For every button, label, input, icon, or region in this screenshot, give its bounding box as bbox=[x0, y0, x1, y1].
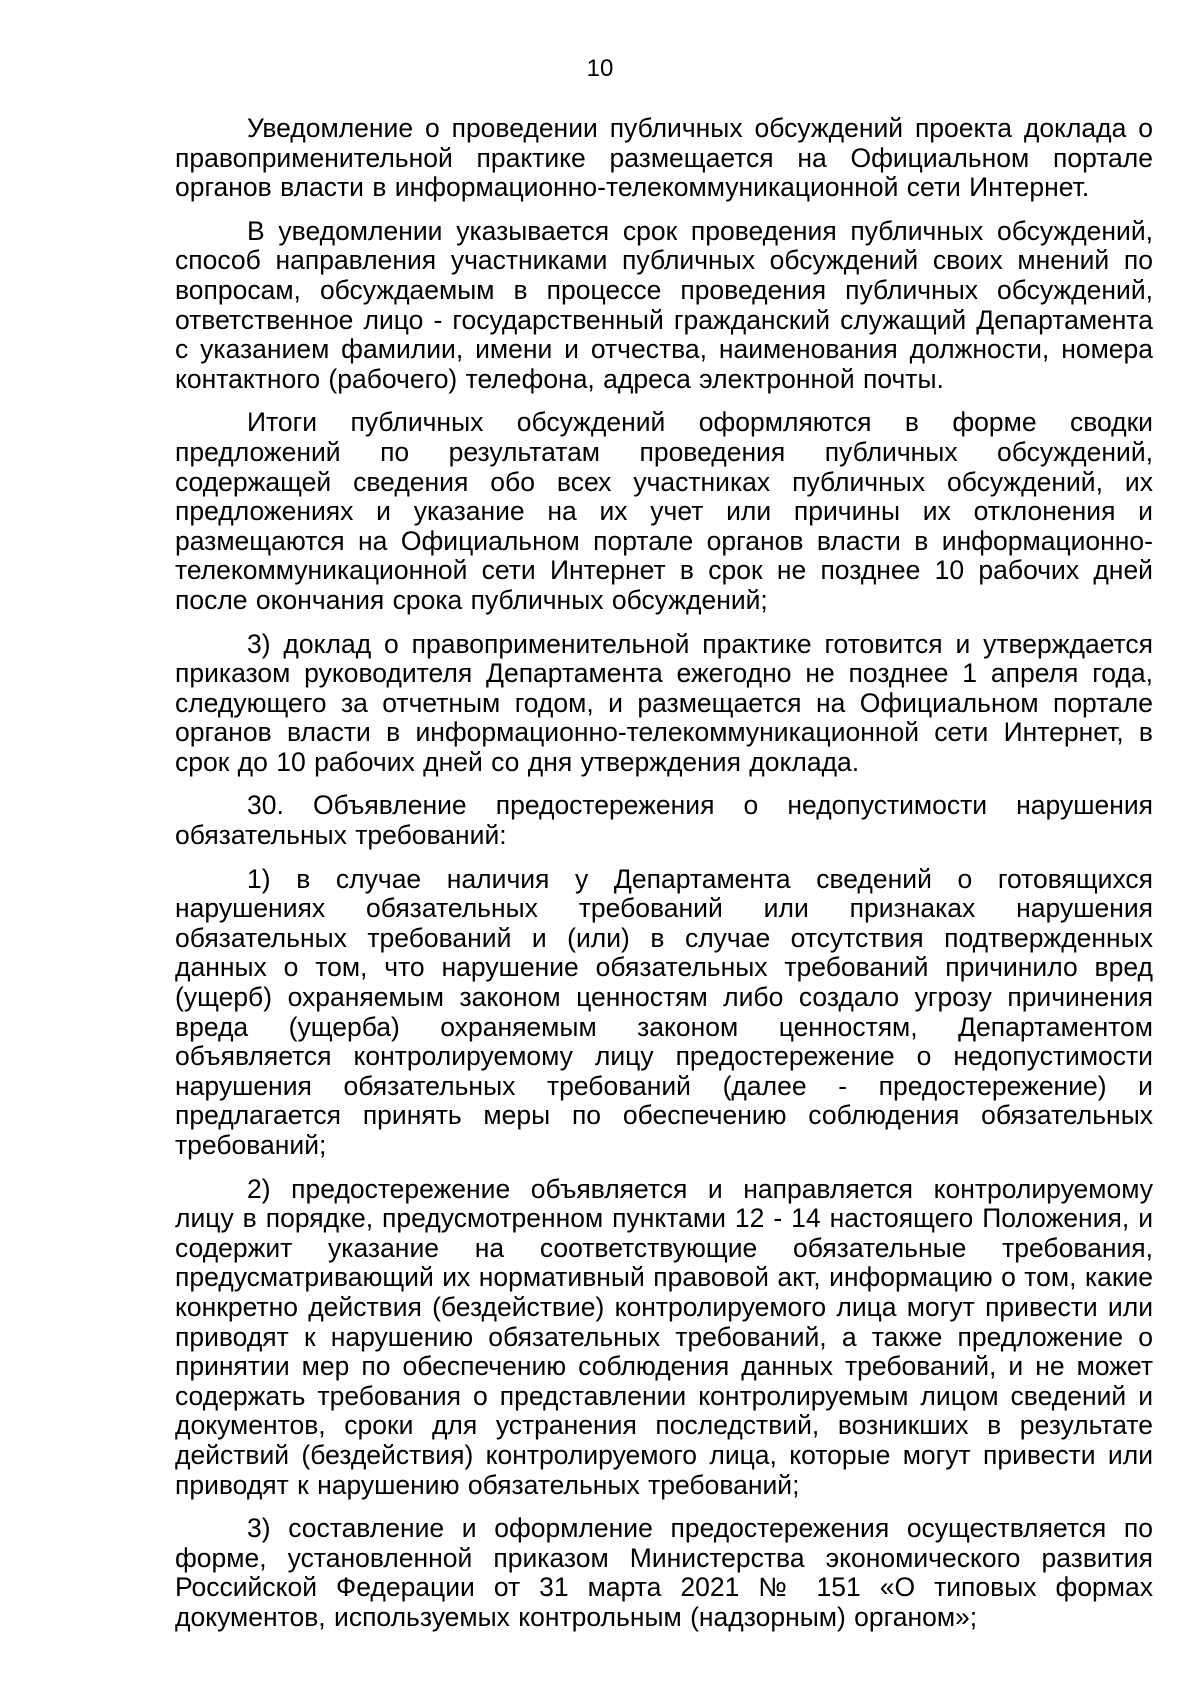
paragraph-section-30-heading: 30. Объявление предостережения о недопустимости нарушения обязательных требований: bbox=[175, 790, 1153, 851]
paragraph-notification: Уведомление о проведении публичных обсуждений проекта доклада о правоприменительной практике размещается на Официальном портале органов власти в информационно-телекоммуникационной сети Интернет. bbox=[175, 113, 1153, 203]
paragraph-warning-grounds: 1) в случае наличия у Департамента сведений о готовящихся нарушениях обязательных требований или признаках нарушения обязательных требований и (или) в случае отсутствия подтвержденных данных о том, что нарушение обязательных требований причинило вред (ущерб) охраняемым законом ценностям либо создало угрозу причинения вреда (ущерба) охраняемым законом ценностям, Департаментом объявляется контролируемому лицу предостережение о недопустимости нарушения обязательных требований (далее - предостережение) и предлагается принять меры по обеспечению соблюдения обязательных требований; bbox=[175, 863, 1153, 1160]
paragraph-notification-details: В уведомлении указывается срок проведения публичных обсуждений, способ направления участниками публичных обсуждений своих мнений по вопросам, обсуждаемым в процессе проведения публичных обсуждений, ответственное лицо - государственный гражданский служащий Департамента с указанием фамилии, имени и отчества, наименования должности, номера контактного (рабочего) телефона, адреса электронной почты. bbox=[175, 215, 1153, 394]
paragraph-discussion-results: Итоги публичных обсуждений оформляются в форме сводки предложений по результатам проведения публичных обсуждений, содержащей сведения обо всех участниках публичных обсуждений, их предложениях и указание на их учет или причины их отклонения и размещаются на Официальном портале органов власти в информационно-телекоммуникационной сети Интернет в срок не позднее 10 рабочих дней после окончания срока публичных обсуждений; bbox=[175, 407, 1153, 615]
paragraph-warning-form: 3) составление и оформление предостережения осуществляется по форме, установленной приказом Министерства экономического развития Российской Федерации от 31 марта 2021 № 151 «О типовых формах документов, используемых контрольным (надзорным) органом»; bbox=[175, 1513, 1153, 1632]
paragraph-warning-content: 2) предостережение объявляется и направляется контролируемому лицу в порядке, предусмотренном пунктами 12 - 14 настоящего Положения, и содержит указание на соответствующие обязательные требования, предусматривающий их нормативный правовой акт, информацию о том, какие конкретно действия (бездействие) контролируемого лица могут привести или приводят к нарушению обязательных требований, а также предложение о принятии мер по обеспечению соблюдения данных требований, и не может содержать требования о представлении контролируемым лицом сведений и документов, сроки для устранения последствий, возникших в результате действий (бездействия) контролируемого лица, которые могут привести или приводят к нарушению обязательных требований; bbox=[175, 1173, 1153, 1500]
page-number: 10 bbox=[586, 55, 614, 82]
document-body bbox=[175, 114, 1153, 1647]
paragraph-report-approval: 3) доклад о правоприменительной практике готовится и утверждается приказом руководителя Департамента ежегодно не позднее 1 апреля года, следующего за отчетным годом, и размещается на Официальном портале органов власти в информационно-телекоммуникационной сети Интернет, в срок до 10 рабочих дней со дня утверждения доклада. bbox=[175, 628, 1153, 777]
